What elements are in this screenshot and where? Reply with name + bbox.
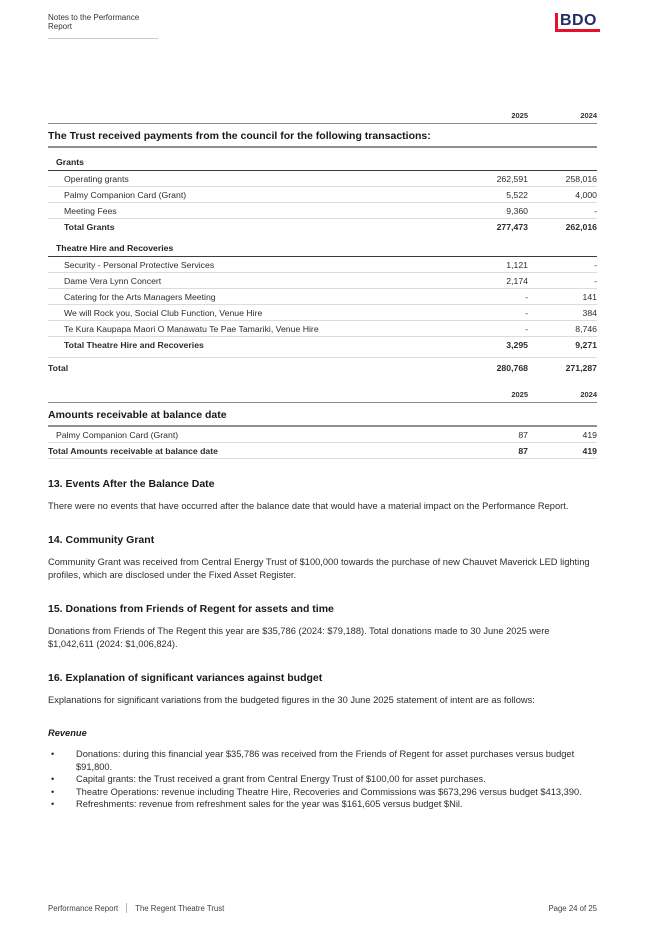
bullet-text: Theatre Operations: revenue including Theatre Hire, Recoveries and Commissions was $673,296 versus budget $413,390. xyxy=(76,786,582,797)
row-label: Meeting Fees xyxy=(64,205,117,216)
row-value-2025: 277,473 xyxy=(496,221,528,232)
row-label: Security - Personal Protective Services xyxy=(64,259,215,270)
row-value-2024: 4,000 xyxy=(575,189,597,200)
section-13 xyxy=(48,478,597,513)
section-heading: 14. Community Grant xyxy=(48,534,155,546)
table-row xyxy=(48,257,597,273)
column-header-2025: 2025 xyxy=(511,390,528,399)
section-heading: 13. Events After the Balance Date xyxy=(48,478,215,490)
table-row-total xyxy=(48,443,597,459)
receivables-table-title: Amounts receivable at balance date xyxy=(48,403,597,427)
section-heading: 16. Explanation of significant variances against budget xyxy=(48,672,323,684)
section-heading: 15. Donations from Friends of Regent for assets and time xyxy=(48,603,334,615)
year-header-row xyxy=(48,111,597,124)
table-row-total xyxy=(48,219,597,234)
row-value-2025: 87 xyxy=(518,445,528,456)
row-value-2025: 9,360 xyxy=(506,205,528,216)
row-label: Total Amounts receivable at balance date xyxy=(48,445,218,456)
footer-page-number: Page 24 of 25 xyxy=(548,903,597,913)
table-row xyxy=(48,289,597,305)
row-value-2024: 271,287 xyxy=(565,363,597,373)
section-paragraph: Community Grant was received from Central Energy Trust of $100,000 towards the purchase of new Chauvet Maverick LED lighting profiles, which are disclosed under the Fixed Asset Register. xyxy=(48,557,590,580)
row-value-2024: - xyxy=(594,275,597,286)
row-label: Total Theatre Hire and Recoveries xyxy=(64,339,204,350)
bullet-item xyxy=(48,786,597,799)
footer-left xyxy=(48,903,224,913)
row-value-2025: 3,295 xyxy=(506,339,528,350)
table-row xyxy=(48,305,597,321)
row-value-2024: - xyxy=(594,205,597,216)
row-label: Operating grants xyxy=(64,173,129,184)
row-value-2025: 5,522 xyxy=(506,189,528,200)
payments-table-title: The Trust received payments from the council for the following transactions: xyxy=(48,124,597,148)
column-header-2025: 2025 xyxy=(511,111,528,120)
row-value-2025: 262,591 xyxy=(496,173,528,184)
section-paragraph: There were no events that have occurred after the balance date that would have a material impact on the Performance Report. xyxy=(48,501,569,511)
footer-entity-name: The Regent Theatre Trust xyxy=(135,903,225,913)
bullet-marker: • xyxy=(51,749,55,759)
footer-divider xyxy=(126,903,127,913)
table-row xyxy=(48,171,597,187)
section-header: Theatre Hire and Recoveries xyxy=(48,239,597,257)
table-row-total xyxy=(48,337,597,352)
table-row xyxy=(48,187,597,203)
row-value-2025: 280,768 xyxy=(496,363,528,373)
row-label: Palmy Companion Card (Grant) xyxy=(56,429,179,440)
payments-table xyxy=(48,111,597,373)
note-sections xyxy=(48,478,597,811)
theatre-hire-section xyxy=(48,239,597,352)
header-title: Notes to the Performance Report xyxy=(48,13,158,39)
row-label: Total Grants xyxy=(64,221,115,232)
bullet-text: Capital grants: the Trust received a grant from Central Energy Trust of $100,00 for asset purchases. xyxy=(76,774,486,784)
row-value-2024: 384 xyxy=(582,307,597,318)
section-14 xyxy=(48,534,597,582)
bullet-text: Donations: during this financial year $35,786 was received from the Friends of Regent for asset purchases versus budget $91,800. xyxy=(76,749,575,772)
row-value-2025: 1,121 xyxy=(506,259,528,270)
row-value-2025: 2,174 xyxy=(506,275,528,286)
row-value-2024: - xyxy=(594,259,597,270)
row-value-2024: 419 xyxy=(582,445,597,456)
revenue-subsection xyxy=(48,728,597,811)
row-label: We will Rock you, Social Club Function, Venue Hire xyxy=(64,307,263,318)
bullet-marker: • xyxy=(51,774,55,784)
bullet-marker: • xyxy=(51,786,55,797)
grants-section xyxy=(48,153,597,234)
revenue-bullet-list xyxy=(48,748,597,811)
footer-report-name: Performance Report xyxy=(48,903,119,913)
year-header-row xyxy=(48,390,597,403)
row-value-2024: 262,016 xyxy=(565,221,597,232)
row-label: Palmy Companion Card (Grant) xyxy=(64,189,187,200)
row-label: Total xyxy=(48,363,69,373)
row-value-2025: - xyxy=(525,291,528,302)
bullet-item xyxy=(48,798,597,811)
row-value-2025: - xyxy=(525,323,528,334)
row-value-2024: 141 xyxy=(582,291,597,302)
grand-total-row xyxy=(48,357,597,373)
bdo-logo-text: BDO xyxy=(559,12,597,29)
table-row xyxy=(48,427,597,443)
section-15 xyxy=(48,603,597,651)
row-value-2024: 258,016 xyxy=(565,173,597,184)
revenue-heading: Revenue xyxy=(48,728,87,738)
row-value-2025: 87 xyxy=(518,429,528,440)
row-value-2024: 9,271 xyxy=(575,339,597,350)
table-row xyxy=(48,321,597,337)
row-value-2024: 8,746 xyxy=(575,323,597,334)
bullet-item xyxy=(48,773,597,786)
table-row xyxy=(48,203,597,219)
row-label: Te Kura Kaupapa Maori O Manawatu Te Pae Tamariki, Venue Hire xyxy=(64,323,319,334)
bullet-item xyxy=(48,748,597,773)
row-value-2025: - xyxy=(525,307,528,318)
column-header-2024: 2024 xyxy=(580,111,597,120)
table-row xyxy=(48,273,597,289)
section-header: Grants xyxy=(48,153,597,171)
section-16 xyxy=(48,672,597,707)
bullet-marker: • xyxy=(51,799,55,809)
row-label: Dame Vera Lynn Concert xyxy=(64,275,162,286)
section-paragraph: Explanations for significant variations from the budgeted figures in the 30 June 2025 statement of intent are as follows: xyxy=(48,695,535,705)
column-header-2024: 2024 xyxy=(580,390,597,399)
section-paragraph: Donations from Friends of The Regent this year are $35,786 (2024: $79,188). Total donations made to 30 June 2025 were $1,042,611 (2024: $1,006,824). xyxy=(48,626,550,649)
receivables-table xyxy=(48,390,597,459)
bullet-text: Refreshments: revenue from refreshment sales for the year was $161,605 versus budget $Nil. xyxy=(76,799,463,809)
row-value-2024: 419 xyxy=(582,429,597,440)
row-label: Catering for the Arts Managers Meeting xyxy=(64,291,216,302)
page-content xyxy=(48,0,597,811)
page-footer xyxy=(48,903,597,913)
